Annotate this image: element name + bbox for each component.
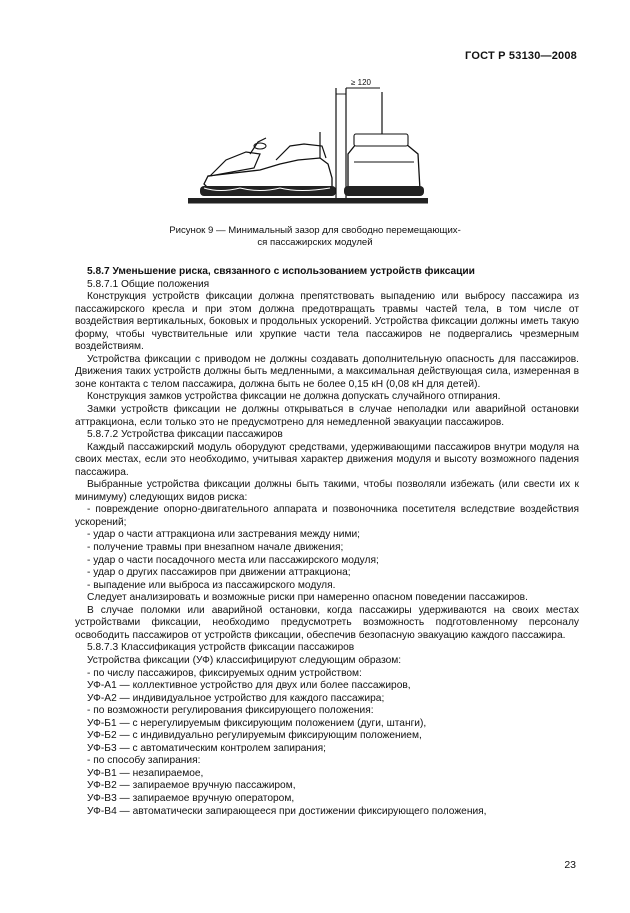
list-item: УФ-В1 — незапираемое, — [87, 767, 204, 779]
section-heading: 5.8.7 Уменьшение риска, связанного с использованием устройств фиксации — [87, 266, 475, 277]
paragraph: Устройства фиксации с приводом не должны создавать дополнительную опасность для пассажиров. Движения таких устройств должны быть медленными, а максимальная действующая сила, измеренная в зоне контакта с телом пассажира, должна быть не более 0,15 кН (0,08 кН для детей). — [75, 353, 579, 390]
subsection-heading: 5.8.7.2 Устройства фиксации пассажиров — [87, 429, 283, 441]
list-item: - повреждение опорно-двигательного аппарата и позвоночника посетителя вследствие воздействия ускорений; — [75, 504, 579, 528]
list-item: УФ-А1 — коллективное устройство для двух или более пассажиров, — [87, 680, 411, 692]
list-item: - по числу пассажиров, фиксируемых одним устройством: — [87, 667, 362, 679]
list-item: - по способу запирания: — [87, 755, 201, 767]
page-number: 23 — [564, 859, 576, 871]
list-item: УФ-В2 — запираемое вручную пассажиром, — [87, 780, 296, 792]
paragraph: Конструкция устройств фиксации должна препятствовать выпадению или выбросу пассажира из пассажирского кресла и при этом должна предотвращать травмы частей тела, в том числе от воздействия вертикальных, боковых и продольных ускорений. Устройства фиксации должны иметь такую форму, чтобы чувствительные или хрупкие части тела пассажиров не подвергались чрезмерным воздействиям. — [75, 291, 579, 353]
list-item: УФ-В3 — запираемое вручную оператором, — [87, 792, 295, 804]
paragraph: Следует анализировать и возможные риски при намеренно опасном поведении пассажиров. — [87, 592, 528, 604]
document-body — [75, 266, 579, 818]
list-item: - получение травмы при внезапном начале движения; — [87, 542, 344, 554]
paragraph: Устройства фиксации (УФ) классифицируют следующим образом: — [87, 654, 402, 666]
list-item: - удар о части посадочного места или пассажирского модуля; — [87, 554, 379, 566]
list-item: - удар о части аттракциона или застревания между ними; — [87, 529, 361, 541]
caption-line: ся пассажирских модулей — [257, 237, 373, 248]
figure-bumper-cars — [180, 72, 442, 220]
list-item: - удар о других пассажиров при движении аттракциона; — [87, 567, 351, 579]
document-id: ГОСТ Р 53130—2008 — [465, 50, 577, 62]
subsection-heading: 5.8.7.3 Классификация устройств фиксации пассажиров — [87, 642, 355, 654]
gap-dimension-label: ≥ 120 — [351, 78, 371, 87]
paragraph: В случае поломки или аварийной остановки, когда пассажиры удерживаются на своих местах устройствами фиксации, необходимо предусмотреть возможность подготовленному персоналу освободить пассажиров от устройств фиксации, обеспечив безопасную эвакуацию каждого пассажира. — [75, 604, 579, 641]
subsection-heading: 5.8.7.1 Общие положения — [87, 278, 210, 290]
paragraph: Замки устройств фиксации не должны открываться в случае неполадки или аварийной остановки аттракциона, если только это не предусмотрено для немедленной эвакуации пассажиров. — [75, 404, 579, 428]
list-item: УФ-В4 — автоматически запирающееся при достижении фиксирующего положения, — [87, 805, 487, 817]
list-item: УФ-Б1 — с нерегулируемым фиксирующим положением (дуги, штанги), — [87, 717, 427, 729]
paragraph: Выбранные устройства фиксации должны быть такими, чтобы позволяли избежать (или свести их к минимуму) следующих видов риска: — [75, 479, 579, 503]
list-item: УФ-А2 — индивидуальное устройство для каждого пассажира; — [87, 692, 385, 704]
list-item: - выпадение или выброса из пассажирского модуля. — [87, 579, 336, 591]
bumper-cars-drawing — [180, 72, 442, 220]
caption-line: Рисунок 9 — Минимальный зазор для свободно перемещающих- — [169, 225, 461, 236]
list-item: УФ-Б3 — с автоматическим контролем запирания; — [87, 742, 326, 754]
list-item: УФ-Б2 — с индивидуально регулируемым фиксирующим положением, — [87, 730, 422, 742]
paragraph: Конструкция замков устройства фиксации не должна допускать случайного отпирания. — [87, 391, 501, 403]
figure-caption — [100, 225, 530, 249]
list-item: - по возможности регулирования фиксирующего положения: — [87, 705, 374, 717]
paragraph: Каждый пассажирский модуль оборудуют средствами, удерживающими пассажиров внутри модуля на своих местах, если это необходимо, учитывая характер движения модуля и высоту возможного падения пассажира. — [75, 441, 579, 478]
